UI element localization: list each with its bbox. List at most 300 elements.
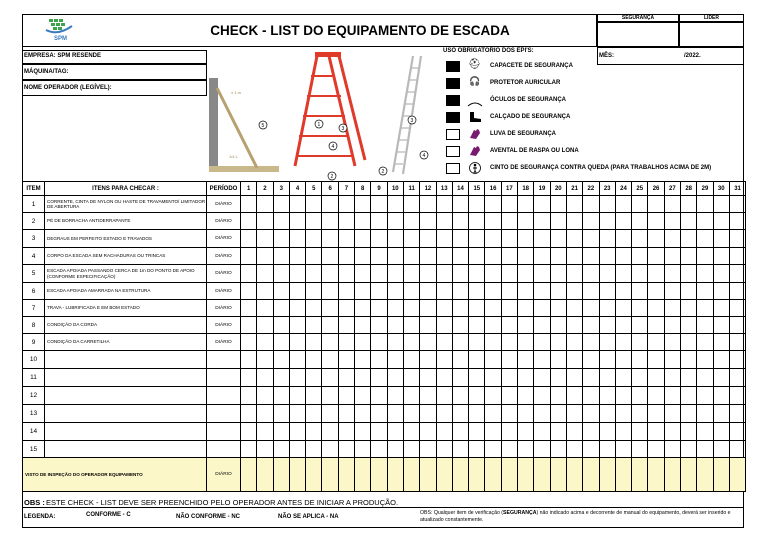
day-check-cell[interactable] <box>387 334 403 351</box>
day-check-cell[interactable] <box>615 265 631 283</box>
day-check-cell[interactable] <box>469 441 485 458</box>
day-check-cell[interactable] <box>469 265 485 283</box>
day-check-cell[interactable] <box>257 265 273 283</box>
day-check-cell[interactable] <box>452 265 468 283</box>
day-check-cell[interactable] <box>452 369 468 387</box>
day-check-cell[interactable] <box>697 300 713 317</box>
day-check-cell[interactable] <box>632 334 648 351</box>
day-check-cell[interactable] <box>615 283 631 300</box>
day-check-cell[interactable] <box>697 369 713 387</box>
day-check-cell[interactable] <box>371 334 387 351</box>
day-check-cell[interactable] <box>289 405 305 423</box>
day-check-cell[interactable] <box>355 334 371 351</box>
day-check-cell[interactable] <box>566 423 582 441</box>
day-check-cell[interactable] <box>355 351 371 369</box>
day-check-cell[interactable] <box>420 300 436 317</box>
day-check-cell[interactable] <box>681 265 697 283</box>
day-check-cell[interactable] <box>420 317 436 334</box>
day-check-cell[interactable] <box>257 248 273 265</box>
day-check-cell[interactable] <box>273 248 289 265</box>
day-check-cell[interactable] <box>355 196 371 213</box>
day-check-cell[interactable] <box>664 230 680 248</box>
day-check-cell[interactable] <box>241 387 257 405</box>
day-check-cell[interactable] <box>273 334 289 351</box>
day-check-cell[interactable] <box>306 405 322 423</box>
day-check-cell[interactable] <box>306 196 322 213</box>
epi-checkbox-avental[interactable] <box>446 146 460 157</box>
day-check-cell[interactable] <box>403 283 419 300</box>
visto-signature-cell[interactable] <box>306 458 322 492</box>
day-check-cell[interactable] <box>420 334 436 351</box>
day-check-cell[interactable] <box>257 405 273 423</box>
epi-checkbox-luva[interactable] <box>446 129 460 140</box>
day-check-cell[interactable] <box>371 405 387 423</box>
day-check-cell[interactable] <box>550 283 566 300</box>
day-check-cell[interactable] <box>306 283 322 300</box>
day-check-cell[interactable] <box>420 369 436 387</box>
day-check-cell[interactable] <box>632 196 648 213</box>
day-check-cell[interactable] <box>469 317 485 334</box>
day-check-cell[interactable] <box>485 387 501 405</box>
day-check-cell[interactable] <box>420 196 436 213</box>
visto-signature-cell[interactable] <box>322 458 338 492</box>
day-check-cell[interactable] <box>681 441 697 458</box>
day-check-cell[interactable] <box>485 317 501 334</box>
day-check-cell[interactable] <box>371 196 387 213</box>
day-check-cell[interactable] <box>632 369 648 387</box>
epi-checkbox-capacete[interactable] <box>446 61 460 72</box>
day-check-cell[interactable] <box>338 248 354 265</box>
day-check-cell[interactable] <box>289 213 305 230</box>
day-check-cell[interactable] <box>273 405 289 423</box>
day-check-cell[interactable] <box>403 441 419 458</box>
day-check-cell[interactable] <box>697 230 713 248</box>
day-check-cell[interactable] <box>322 248 338 265</box>
day-check-cell[interactable] <box>583 334 599 351</box>
day-check-cell[interactable] <box>599 423 615 441</box>
day-check-cell[interactable] <box>681 248 697 265</box>
day-check-cell[interactable] <box>387 248 403 265</box>
visto-signature-cell[interactable] <box>599 458 615 492</box>
day-check-cell[interactable] <box>566 317 582 334</box>
day-check-cell[interactable] <box>681 230 697 248</box>
day-check-cell[interactable] <box>387 441 403 458</box>
day-check-cell[interactable] <box>566 213 582 230</box>
day-check-cell[interactable] <box>322 334 338 351</box>
day-check-cell[interactable] <box>566 351 582 369</box>
day-check-cell[interactable] <box>518 334 534 351</box>
day-check-cell[interactable] <box>485 283 501 300</box>
day-check-cell[interactable] <box>403 230 419 248</box>
day-check-cell[interactable] <box>452 230 468 248</box>
day-check-cell[interactable] <box>615 334 631 351</box>
day-check-cell[interactable] <box>257 441 273 458</box>
day-check-cell[interactable] <box>501 334 517 351</box>
day-check-cell[interactable] <box>713 265 729 283</box>
day-check-cell[interactable] <box>469 300 485 317</box>
day-check-cell[interactable] <box>697 283 713 300</box>
day-check-cell[interactable] <box>322 196 338 213</box>
day-check-cell[interactable] <box>452 317 468 334</box>
day-check-cell[interactable] <box>713 196 729 213</box>
day-check-cell[interactable] <box>387 230 403 248</box>
day-check-cell[interactable] <box>615 351 631 369</box>
day-check-cell[interactable] <box>420 441 436 458</box>
day-check-cell[interactable] <box>273 283 289 300</box>
day-check-cell[interactable] <box>729 317 745 334</box>
day-check-cell[interactable] <box>664 213 680 230</box>
day-check-cell[interactable] <box>599 265 615 283</box>
day-check-cell[interactable] <box>355 369 371 387</box>
day-check-cell[interactable] <box>550 196 566 213</box>
day-check-cell[interactable] <box>550 300 566 317</box>
day-check-cell[interactable] <box>550 265 566 283</box>
day-check-cell[interactable] <box>566 300 582 317</box>
day-check-cell[interactable] <box>306 300 322 317</box>
day-check-cell[interactable] <box>436 317 452 334</box>
day-check-cell[interactable] <box>550 248 566 265</box>
day-check-cell[interactable] <box>306 351 322 369</box>
day-check-cell[interactable] <box>599 230 615 248</box>
day-check-cell[interactable] <box>713 405 729 423</box>
day-check-cell[interactable] <box>420 248 436 265</box>
day-check-cell[interactable] <box>452 283 468 300</box>
day-check-cell[interactable] <box>485 351 501 369</box>
visto-signature-cell[interactable] <box>534 458 550 492</box>
day-check-cell[interactable] <box>436 300 452 317</box>
day-check-cell[interactable] <box>241 317 257 334</box>
day-check-cell[interactable] <box>648 441 664 458</box>
day-check-cell[interactable] <box>632 351 648 369</box>
day-check-cell[interactable] <box>550 351 566 369</box>
signature-field-seguranca[interactable] <box>597 22 679 47</box>
day-check-cell[interactable] <box>371 230 387 248</box>
day-check-cell[interactable] <box>257 334 273 351</box>
day-check-cell[interactable] <box>648 248 664 265</box>
day-check-cell[interactable] <box>599 196 615 213</box>
day-check-cell[interactable] <box>729 369 745 387</box>
day-check-cell[interactable] <box>599 213 615 230</box>
day-check-cell[interactable] <box>518 196 534 213</box>
day-check-cell[interactable] <box>469 351 485 369</box>
day-check-cell[interactable] <box>420 265 436 283</box>
day-check-cell[interactable] <box>632 283 648 300</box>
day-check-cell[interactable] <box>697 317 713 334</box>
day-check-cell[interactable] <box>338 334 354 351</box>
day-check-cell[interactable] <box>452 387 468 405</box>
day-check-cell[interactable] <box>648 334 664 351</box>
day-check-cell[interactable] <box>615 230 631 248</box>
day-check-cell[interactable] <box>550 405 566 423</box>
day-check-cell[interactable] <box>599 283 615 300</box>
day-check-cell[interactable] <box>501 369 517 387</box>
day-check-cell[interactable] <box>436 334 452 351</box>
day-check-cell[interactable] <box>420 423 436 441</box>
day-check-cell[interactable] <box>648 230 664 248</box>
day-check-cell[interactable] <box>485 405 501 423</box>
day-check-cell[interactable] <box>355 300 371 317</box>
day-check-cell[interactable] <box>534 334 550 351</box>
day-check-cell[interactable] <box>436 265 452 283</box>
day-check-cell[interactable] <box>583 423 599 441</box>
day-check-cell[interactable] <box>583 196 599 213</box>
day-check-cell[interactable] <box>436 283 452 300</box>
day-check-cell[interactable] <box>632 213 648 230</box>
day-check-cell[interactable] <box>387 300 403 317</box>
day-check-cell[interactable] <box>664 300 680 317</box>
day-check-cell[interactable] <box>566 387 582 405</box>
day-check-cell[interactable] <box>583 213 599 230</box>
day-check-cell[interactable] <box>241 248 257 265</box>
day-check-cell[interactable] <box>648 196 664 213</box>
day-check-cell[interactable] <box>518 317 534 334</box>
day-check-cell[interactable] <box>501 196 517 213</box>
day-check-cell[interactable] <box>452 334 468 351</box>
day-check-cell[interactable] <box>306 369 322 387</box>
day-check-cell[interactable] <box>289 351 305 369</box>
day-check-cell[interactable] <box>387 196 403 213</box>
day-check-cell[interactable] <box>257 196 273 213</box>
day-check-cell[interactable] <box>501 230 517 248</box>
day-check-cell[interactable] <box>729 423 745 441</box>
day-check-cell[interactable] <box>729 351 745 369</box>
day-check-cell[interactable] <box>338 441 354 458</box>
day-check-cell[interactable] <box>550 423 566 441</box>
visto-signature-cell[interactable] <box>420 458 436 492</box>
day-check-cell[interactable] <box>566 441 582 458</box>
day-check-cell[interactable] <box>729 265 745 283</box>
day-check-cell[interactable] <box>338 196 354 213</box>
day-check-cell[interactable] <box>681 405 697 423</box>
day-check-cell[interactable] <box>485 423 501 441</box>
day-check-cell[interactable] <box>387 423 403 441</box>
day-check-cell[interactable] <box>338 213 354 230</box>
day-check-cell[interactable] <box>436 230 452 248</box>
day-check-cell[interactable] <box>322 351 338 369</box>
day-check-cell[interactable] <box>306 265 322 283</box>
day-check-cell[interactable] <box>681 351 697 369</box>
day-check-cell[interactable] <box>664 334 680 351</box>
day-check-cell[interactable] <box>664 317 680 334</box>
day-check-cell[interactable] <box>452 196 468 213</box>
day-check-cell[interactable] <box>729 387 745 405</box>
day-check-cell[interactable] <box>469 248 485 265</box>
day-check-cell[interactable] <box>632 248 648 265</box>
day-check-cell[interactable] <box>501 405 517 423</box>
visto-signature-cell[interactable] <box>241 458 257 492</box>
day-check-cell[interactable] <box>615 317 631 334</box>
day-check-cell[interactable] <box>371 213 387 230</box>
day-check-cell[interactable] <box>485 369 501 387</box>
day-check-cell[interactable] <box>273 265 289 283</box>
visto-signature-cell[interactable] <box>338 458 354 492</box>
day-check-cell[interactable] <box>257 317 273 334</box>
day-check-cell[interactable] <box>436 213 452 230</box>
day-check-cell[interactable] <box>599 317 615 334</box>
day-check-cell[interactable] <box>355 423 371 441</box>
day-check-cell[interactable] <box>713 317 729 334</box>
day-check-cell[interactable] <box>648 300 664 317</box>
day-check-cell[interactable] <box>566 265 582 283</box>
day-check-cell[interactable] <box>729 230 745 248</box>
day-check-cell[interactable] <box>518 441 534 458</box>
day-check-cell[interactable] <box>697 334 713 351</box>
day-check-cell[interactable] <box>583 283 599 300</box>
day-check-cell[interactable] <box>648 213 664 230</box>
day-check-cell[interactable] <box>338 405 354 423</box>
day-check-cell[interactable] <box>518 265 534 283</box>
day-check-cell[interactable] <box>534 387 550 405</box>
day-check-cell[interactable] <box>338 265 354 283</box>
visto-signature-cell[interactable] <box>289 458 305 492</box>
day-check-cell[interactable] <box>697 248 713 265</box>
day-check-cell[interactable] <box>436 441 452 458</box>
day-check-cell[interactable] <box>566 405 582 423</box>
day-check-cell[interactable] <box>681 283 697 300</box>
day-check-cell[interactable] <box>355 405 371 423</box>
day-check-cell[interactable] <box>566 283 582 300</box>
day-check-cell[interactable] <box>713 441 729 458</box>
day-check-cell[interactable] <box>518 300 534 317</box>
day-check-cell[interactable] <box>615 369 631 387</box>
day-check-cell[interactable] <box>338 230 354 248</box>
day-check-cell[interactable] <box>485 265 501 283</box>
day-check-cell[interactable] <box>322 265 338 283</box>
day-check-cell[interactable] <box>420 213 436 230</box>
signature-field-lider[interactable] <box>679 22 744 47</box>
day-check-cell[interactable] <box>632 423 648 441</box>
day-check-cell[interactable] <box>289 317 305 334</box>
day-check-cell[interactable] <box>273 387 289 405</box>
day-check-cell[interactable] <box>664 369 680 387</box>
day-check-cell[interactable] <box>501 441 517 458</box>
day-check-cell[interactable] <box>338 300 354 317</box>
day-check-cell[interactable] <box>713 387 729 405</box>
epi-checkbox-cinto[interactable] <box>446 163 460 174</box>
day-check-cell[interactable] <box>241 334 257 351</box>
epi-checkbox-oculos[interactable] <box>446 95 460 106</box>
day-check-cell[interactable] <box>632 230 648 248</box>
day-check-cell[interactable] <box>322 230 338 248</box>
day-check-cell[interactable] <box>501 213 517 230</box>
day-check-cell[interactable] <box>599 441 615 458</box>
visto-signature-cell[interactable] <box>681 458 697 492</box>
day-check-cell[interactable] <box>681 369 697 387</box>
day-check-cell[interactable] <box>501 423 517 441</box>
day-check-cell[interactable] <box>485 196 501 213</box>
day-check-cell[interactable] <box>241 265 257 283</box>
day-check-cell[interactable] <box>322 369 338 387</box>
day-check-cell[interactable] <box>615 405 631 423</box>
day-check-cell[interactable] <box>485 334 501 351</box>
day-check-cell[interactable] <box>322 300 338 317</box>
day-check-cell[interactable] <box>501 317 517 334</box>
day-check-cell[interactable] <box>403 334 419 351</box>
day-check-cell[interactable] <box>306 317 322 334</box>
day-check-cell[interactable] <box>664 248 680 265</box>
day-check-cell[interactable] <box>469 405 485 423</box>
day-check-cell[interactable] <box>583 369 599 387</box>
day-check-cell[interactable] <box>241 283 257 300</box>
day-check-cell[interactable] <box>566 248 582 265</box>
day-check-cell[interactable] <box>322 283 338 300</box>
day-check-cell[interactable] <box>289 265 305 283</box>
day-check-cell[interactable] <box>322 423 338 441</box>
day-check-cell[interactable] <box>355 387 371 405</box>
day-check-cell[interactable] <box>518 283 534 300</box>
day-check-cell[interactable] <box>648 283 664 300</box>
day-check-cell[interactable] <box>583 230 599 248</box>
visto-signature-cell[interactable] <box>583 458 599 492</box>
visto-signature-cell[interactable] <box>371 458 387 492</box>
day-check-cell[interactable] <box>697 213 713 230</box>
day-check-cell[interactable] <box>583 351 599 369</box>
day-check-cell[interactable] <box>485 248 501 265</box>
visto-signature-cell[interactable] <box>615 458 631 492</box>
day-check-cell[interactable] <box>289 423 305 441</box>
day-check-cell[interactable] <box>322 387 338 405</box>
day-check-cell[interactable] <box>273 441 289 458</box>
day-check-cell[interactable] <box>306 387 322 405</box>
day-check-cell[interactable] <box>664 265 680 283</box>
day-check-cell[interactable] <box>534 441 550 458</box>
day-check-cell[interactable] <box>338 317 354 334</box>
day-check-cell[interactable] <box>436 405 452 423</box>
day-check-cell[interactable] <box>713 283 729 300</box>
day-check-cell[interactable] <box>306 248 322 265</box>
day-check-cell[interactable] <box>257 423 273 441</box>
day-check-cell[interactable] <box>501 283 517 300</box>
day-check-cell[interactable] <box>289 230 305 248</box>
day-check-cell[interactable] <box>420 283 436 300</box>
day-check-cell[interactable] <box>355 317 371 334</box>
day-check-cell[interactable] <box>485 230 501 248</box>
day-check-cell[interactable] <box>729 441 745 458</box>
day-check-cell[interactable] <box>387 283 403 300</box>
day-check-cell[interactable] <box>583 441 599 458</box>
day-check-cell[interactable] <box>241 405 257 423</box>
day-check-cell[interactable] <box>420 405 436 423</box>
day-check-cell[interactable] <box>306 230 322 248</box>
day-check-cell[interactable] <box>501 248 517 265</box>
day-check-cell[interactable] <box>501 387 517 405</box>
day-check-cell[interactable] <box>355 213 371 230</box>
day-check-cell[interactable] <box>729 196 745 213</box>
day-check-cell[interactable] <box>371 248 387 265</box>
day-check-cell[interactable] <box>436 387 452 405</box>
day-check-cell[interactable] <box>534 405 550 423</box>
day-check-cell[interactable] <box>566 230 582 248</box>
day-check-cell[interactable] <box>241 423 257 441</box>
day-check-cell[interactable] <box>371 265 387 283</box>
day-check-cell[interactable] <box>322 317 338 334</box>
day-check-cell[interactable] <box>469 387 485 405</box>
visto-signature-cell[interactable] <box>387 458 403 492</box>
day-check-cell[interactable] <box>713 213 729 230</box>
day-check-cell[interactable] <box>289 387 305 405</box>
day-check-cell[interactable] <box>306 423 322 441</box>
day-check-cell[interactable] <box>436 351 452 369</box>
day-check-cell[interactable] <box>615 196 631 213</box>
day-check-cell[interactable] <box>355 283 371 300</box>
day-check-cell[interactable] <box>273 300 289 317</box>
day-check-cell[interactable] <box>338 423 354 441</box>
day-check-cell[interactable] <box>241 369 257 387</box>
day-check-cell[interactable] <box>387 387 403 405</box>
day-check-cell[interactable] <box>420 230 436 248</box>
day-check-cell[interactable] <box>436 248 452 265</box>
day-check-cell[interactable] <box>387 213 403 230</box>
